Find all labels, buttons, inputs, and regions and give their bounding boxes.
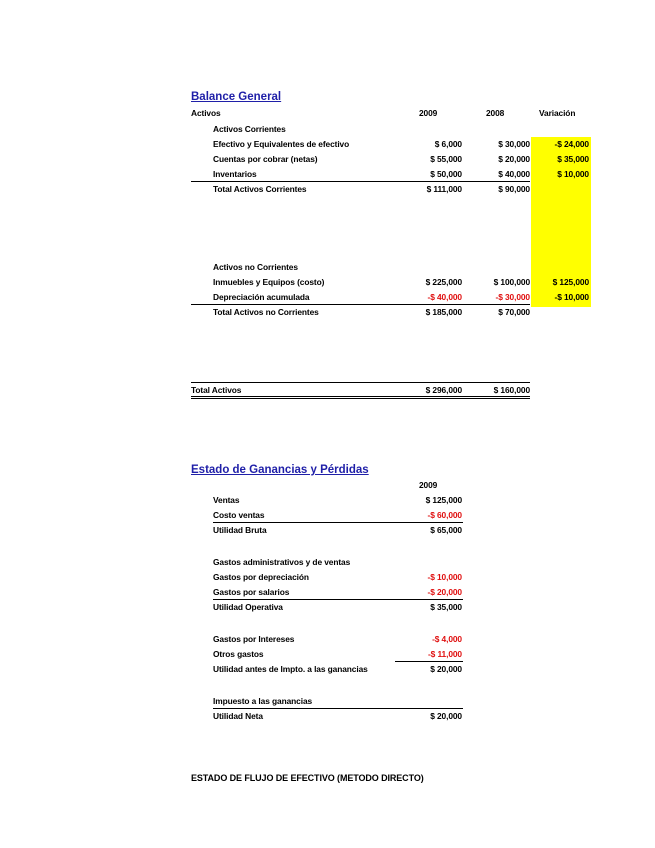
row-value-2008: $ 20,000	[498, 154, 530, 164]
row-label: Inmuebles y Equipos (costo)	[213, 277, 325, 287]
noncurrent-total-2008: $ 70,000	[498, 307, 530, 317]
row-value-2009: $ 50,000	[430, 169, 462, 179]
total-assets-2009: $ 296,000	[425, 385, 462, 395]
antes-imp-label: Utilidad antes de Impto. a las ganancias	[213, 664, 368, 674]
noncurrent-total-rule	[191, 304, 530, 305]
balance-title[interactable]: Balance General	[191, 91, 282, 103]
row-label: Cuentas por cobrar (netas)	[213, 154, 318, 164]
row-variation: $ 10,000	[557, 169, 589, 179]
col-2009-header: 2009	[419, 108, 438, 118]
otros-label: Otros gastos	[213, 649, 264, 659]
gastos-dep-value: -$ 10,000	[427, 572, 462, 582]
gastos-dep-label: Gastos por depreciación	[213, 572, 309, 582]
current-total-2009: $ 111,000	[426, 184, 462, 194]
costo-value: -$ 60,000	[427, 510, 462, 520]
bruta-value: $ 65,000	[430, 525, 462, 535]
otros-value: -$ 11,000	[427, 649, 462, 659]
row-label: Inventarios	[213, 169, 257, 179]
neta-label: Utilidad Neta	[213, 711, 263, 721]
row-variation: $ 125,000	[552, 277, 589, 287]
current-total-rule	[191, 181, 530, 182]
row-variation: -$ 10,000	[554, 292, 589, 302]
intereses-label: Gastos por Intereses	[213, 634, 295, 644]
assets-header: Activos	[191, 108, 221, 118]
col-2008-header: 2008	[486, 108, 505, 118]
gastos-adm-label: Gastos administrativos y de ventas	[213, 557, 351, 567]
row-value-2008: $ 40,000	[498, 169, 530, 179]
row-variation: -$ 24,000	[554, 139, 589, 149]
row-variation: $ 35,000	[557, 154, 589, 164]
income-title[interactable]: Estado de Ganancias y Pérdidas	[191, 464, 369, 476]
current-total-2008: $ 90,000	[498, 184, 530, 194]
intereses-value: -$ 4,000	[432, 634, 462, 644]
row-value-2009: $ 55,000	[430, 154, 462, 164]
row-label: Depreciación acumulada	[213, 292, 310, 302]
col-variation-header: Variación	[539, 108, 576, 118]
row-label: Efectivo y Equivalentes de efectivo	[213, 139, 350, 149]
row-value-2008: $ 100,000	[493, 277, 530, 287]
total-assets-2008: $ 160,000	[493, 385, 530, 395]
gastos-sal-label: Gastos por salarios	[213, 587, 290, 597]
neta-rule	[213, 708, 463, 709]
current-assets-label: Activos Corrientes	[213, 124, 286, 134]
antes-imp-value: $ 20,000	[430, 664, 462, 674]
total-assets-label: Total Activos	[191, 385, 242, 395]
costo-label: Costo ventas	[213, 510, 265, 520]
gastos-sal-value: -$ 20,000	[427, 587, 462, 597]
ventas-value: $ 125,000	[425, 495, 462, 505]
bruta-rule	[213, 522, 463, 523]
impuesto-label: Impuesto a las ganancias	[213, 696, 313, 706]
noncurrent-total-label: Total Activos no Corrientes	[213, 307, 319, 317]
neta-value: $ 20,000	[430, 711, 462, 721]
row-value-2009: $ 225,000	[425, 277, 462, 287]
row-value-2008: $ 30,000	[498, 139, 530, 149]
antes-imp-rule	[395, 661, 463, 662]
current-total-label: Total Activos Corrientes	[213, 184, 307, 194]
total-assets-double-rule	[191, 396, 530, 399]
total-assets-top-rule	[191, 382, 530, 383]
noncurrent-total-2009: $ 185,000	[425, 307, 462, 317]
operativa-label: Utilidad Operativa	[213, 602, 283, 612]
ventas-label: Ventas	[213, 495, 240, 505]
noncurrent-assets-label: Activos no Corrientes	[213, 262, 298, 272]
operativa-value: $ 35,000	[430, 602, 462, 612]
row-value-2009: $ 6,000	[434, 139, 462, 149]
row-value-2008: -$ 30,000	[495, 292, 530, 302]
row-value-2009: -$ 40,000	[427, 292, 462, 302]
bruta-label: Utilidad Bruta	[213, 525, 267, 535]
operativa-rule	[213, 599, 463, 600]
cashflow-title: ESTADO DE FLUJO DE EFECTIVO (METODO DIRECTO)	[191, 773, 424, 783]
income-col-2009: 2009	[419, 480, 438, 490]
